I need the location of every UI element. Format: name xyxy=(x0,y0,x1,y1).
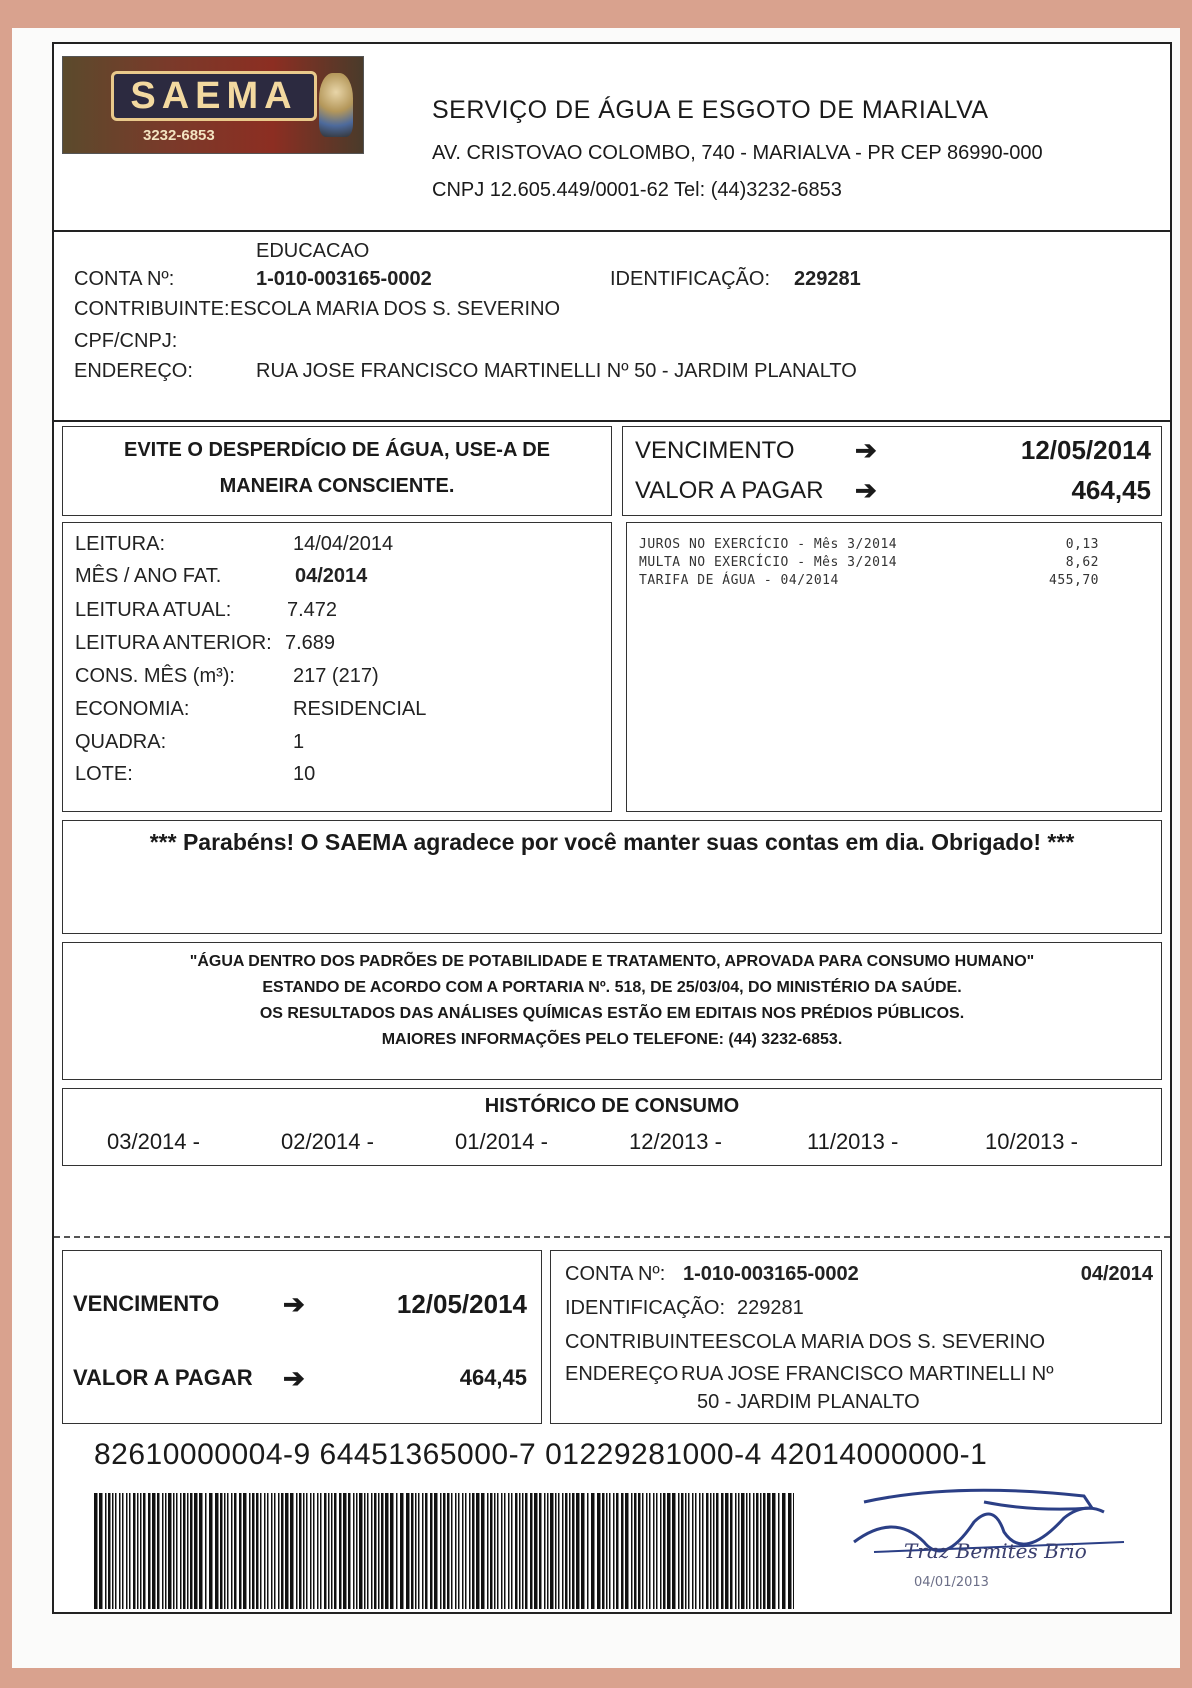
barcode-bar xyxy=(667,1493,671,1609)
barcode-bar xyxy=(634,1493,637,1609)
barcode-bar xyxy=(415,1493,417,1609)
barcode-bar xyxy=(778,1493,780,1609)
barcode-bar xyxy=(108,1493,111,1609)
header-divider xyxy=(54,230,1170,232)
barcode-bar xyxy=(94,1493,98,1609)
barcode-bar xyxy=(243,1493,247,1609)
barcode-bar xyxy=(625,1493,629,1609)
barcode-bar xyxy=(133,1493,136,1609)
barcode-bar xyxy=(767,1493,771,1609)
barcode-bar xyxy=(681,1493,684,1609)
barcode-bar xyxy=(504,1493,506,1609)
barcode-bar xyxy=(591,1493,595,1609)
barcode-bar xyxy=(264,1493,266,1609)
barcode-bar xyxy=(162,1493,164,1609)
barcode-bar xyxy=(508,1493,510,1609)
barcode-bar xyxy=(646,1493,648,1609)
charge-desc: TARIFA DE ÁGUA - 04/2014 xyxy=(639,573,839,588)
barcode-bar xyxy=(371,1493,373,1609)
notice-line-2: MANEIRA CONSCIENTE. xyxy=(219,475,455,497)
barcode-bar xyxy=(653,1493,655,1609)
stub-endereco-line-1: RUA JOSE FRANCISCO MARTINELLI Nº xyxy=(681,1363,1054,1385)
barcode-bar xyxy=(569,1493,571,1609)
vencimento-label: VENCIMENTO xyxy=(635,437,795,464)
leitura-anterior-value: 7.689 xyxy=(285,632,336,654)
barcode-bar xyxy=(678,1493,680,1609)
endereco-label: ENDEREÇO: xyxy=(74,360,193,382)
barcode-bar xyxy=(476,1493,480,1609)
barcode-bar xyxy=(267,1493,269,1609)
barcode-bar xyxy=(741,1493,745,1609)
barcode-bar xyxy=(753,1493,755,1609)
barcode-bar xyxy=(348,1493,351,1609)
barcode-bar xyxy=(187,1493,189,1609)
barcode-bar xyxy=(716,1493,719,1609)
barcode-bar xyxy=(581,1493,585,1609)
potability-line-2: ESTANDO DE ACORDO COM A PORTARIA Nº. 518, DE 25/03/04, DO MINISTÉRIO DA SAÚDE. xyxy=(262,979,962,996)
barcode-bar xyxy=(616,1493,619,1609)
barcode-bar xyxy=(396,1493,398,1609)
barcode-bar xyxy=(328,1493,330,1609)
barcode-bar xyxy=(299,1493,302,1609)
barcode-bar xyxy=(367,1493,369,1609)
arrow-right-icon: ➔ xyxy=(855,435,877,465)
logo-phone: 3232-6853 xyxy=(143,127,215,144)
history-item: 03/2014 - xyxy=(107,1129,200,1154)
barcode-bar xyxy=(205,1493,207,1609)
barcode-bar xyxy=(699,1493,701,1609)
barcode-bar xyxy=(339,1493,342,1609)
barcode-bar xyxy=(515,1493,518,1609)
consumption-history xyxy=(62,1088,1162,1166)
barcode-bar xyxy=(378,1493,380,1609)
barcode-bar xyxy=(310,1493,312,1609)
cpf-label: CPF/CNPJ: xyxy=(74,330,178,352)
barcode-bar xyxy=(183,1493,186,1609)
leitura-anterior-label: LEITURA ANTERIOR: xyxy=(75,632,272,654)
barcode-bar xyxy=(649,1493,651,1609)
barcode-bar xyxy=(425,1493,428,1609)
barcode-bar xyxy=(112,1493,114,1609)
barcode-bar xyxy=(180,1493,182,1609)
conservation-notice xyxy=(62,426,612,516)
barcode-bar xyxy=(105,1493,107,1609)
barcode-bar xyxy=(290,1493,294,1609)
endereco-value: RUA JOSE FRANCISCO MARTINELLI Nº 50 - JARDIM PLANALTO xyxy=(256,360,857,382)
history-item: 02/2014 - xyxy=(281,1129,374,1154)
consumo-label: CONS. MÊS (m³): xyxy=(75,665,235,687)
barcode-bar xyxy=(481,1493,485,1609)
economia-value: RESIDENCIAL xyxy=(293,698,427,720)
mes-label: MÊS / ANO FAT. xyxy=(75,565,222,587)
conta-label: CONTA Nº: xyxy=(74,268,175,290)
charge-desc: MULTA NO EXERCÍCIO - Mês 3/2014 xyxy=(639,555,898,570)
barcode-bar xyxy=(343,1493,347,1609)
barcode-bar xyxy=(227,1493,229,1609)
history-item: 01/2014 - xyxy=(455,1129,548,1154)
barcode-bar xyxy=(713,1493,715,1609)
barcode-bar xyxy=(638,1493,641,1609)
barcode-bar xyxy=(609,1493,611,1609)
barcode-bar xyxy=(793,1493,794,1609)
barcode-bar xyxy=(359,1493,363,1609)
saema-logo xyxy=(62,56,364,154)
charge-desc: JUROS NO EXERCÍCIO - Mês 3/2014 xyxy=(639,537,898,552)
barcode-bar xyxy=(663,1493,666,1609)
barcode-bar xyxy=(490,1493,493,1609)
barcode-bar xyxy=(642,1493,644,1609)
barcode-bar xyxy=(547,1493,549,1609)
barcode-bar xyxy=(157,1493,160,1609)
contribuinte-value: ESCOLA MARIA DOS S. SEVERINO xyxy=(230,298,561,320)
charge-value: 8,62 xyxy=(1065,555,1099,570)
potability-line-3: OS RESULTADOS DAS ANÁLISES QUÍMICAS ESTÃO EM EDITAIS NOS PRÉDIOS PÚBLICOS. xyxy=(259,1005,965,1022)
leitura-atual-label: LEITURA ATUAL: xyxy=(75,599,232,621)
barcode-bar xyxy=(215,1493,219,1609)
barcode-bar xyxy=(738,1493,740,1609)
stub-period: 04/2014 xyxy=(1080,1263,1153,1285)
leitura-value: 14/04/2014 xyxy=(293,533,394,555)
arrow-right-icon: ➔ xyxy=(855,475,877,505)
barcode-bar xyxy=(519,1493,521,1609)
barcode-bar xyxy=(749,1493,751,1609)
barcode-bar xyxy=(390,1493,394,1609)
due-summary xyxy=(622,426,1162,516)
barcode-bar xyxy=(152,1493,156,1609)
barcode-bar xyxy=(562,1493,564,1609)
company-cnpj-tel: CNPJ 12.605.449/0001-62 Tel: (44)3232-6853 xyxy=(432,179,842,201)
barcode-bar xyxy=(455,1493,457,1609)
barcode-bar xyxy=(140,1493,142,1609)
arrow-right-icon: ➔ xyxy=(283,1363,305,1393)
stub-account xyxy=(550,1250,1162,1424)
barcode-bar xyxy=(385,1493,389,1609)
barcode-bar xyxy=(231,1493,233,1609)
barcode-bar xyxy=(306,1493,308,1609)
barcode-bar xyxy=(234,1493,237,1609)
barcode-bar xyxy=(137,1493,139,1609)
barcode-bar xyxy=(735,1493,737,1609)
barcode-bar xyxy=(525,1493,528,1609)
charges-list xyxy=(626,522,1162,812)
identificacao-value: 229281 xyxy=(794,268,861,290)
barcode-bar xyxy=(702,1493,704,1609)
barcode-bar xyxy=(400,1493,404,1609)
barcode-bar xyxy=(606,1493,608,1609)
valor-value: 464,45 xyxy=(1071,475,1151,505)
barcode-bar xyxy=(320,1493,322,1609)
barcode-bar xyxy=(296,1493,298,1609)
barcode-bar xyxy=(725,1493,729,1609)
signature-date: 04/01/2013 xyxy=(914,1575,989,1590)
barcode-bar xyxy=(285,1493,289,1609)
barcode-bar xyxy=(209,1493,213,1609)
barcode-bar xyxy=(271,1493,273,1609)
barcode-bar xyxy=(534,1493,538,1609)
history-title: HISTÓRICO DE CONSUMO xyxy=(484,1095,740,1117)
barcode-bar xyxy=(550,1493,554,1609)
logo-wordmark: SAEMA xyxy=(111,71,317,121)
barcode-bar xyxy=(143,1493,146,1609)
barcode-bar xyxy=(129,1493,131,1609)
barcode-bar xyxy=(126,1493,128,1609)
barcode-bar xyxy=(692,1493,694,1609)
stub-vencimento-label: VENCIMENTO xyxy=(73,1291,220,1316)
barcode-bar xyxy=(746,1493,748,1609)
barcode-bar xyxy=(587,1493,589,1609)
barcode-bar xyxy=(472,1493,475,1609)
barcode-bar xyxy=(656,1493,658,1609)
barcode-bar xyxy=(356,1493,358,1609)
potability-notice xyxy=(62,942,1162,1080)
barcode-bar xyxy=(313,1493,315,1609)
barcode-bar xyxy=(522,1493,524,1609)
barcode-bar xyxy=(782,1493,786,1609)
notice-line-1: EVITE O DESPERDÍCIO DE ÁGUA, USE-A DE xyxy=(124,439,550,461)
barcode-bar xyxy=(324,1493,327,1609)
contribuinte-label: CONTRIBUINTE: xyxy=(74,298,230,320)
barcode-bar xyxy=(572,1493,575,1609)
conta-value: 1-010-003165-0002 xyxy=(256,268,432,290)
barcode-bar xyxy=(487,1493,489,1609)
thanks-message-box xyxy=(62,820,1162,934)
barcode-bar xyxy=(602,1493,605,1609)
barcode-bar xyxy=(462,1493,464,1609)
barcode-bar xyxy=(353,1493,355,1609)
barcode-bar xyxy=(224,1493,226,1609)
barcode-bar xyxy=(530,1493,533,1609)
barcode-bar xyxy=(434,1493,438,1609)
company-title: SERVIÇO DE ÁGUA E ESGOTO DE MARIALVA xyxy=(432,96,989,124)
barcode-bar xyxy=(763,1493,766,1609)
barcode-bar xyxy=(381,1493,384,1609)
barcode-bar xyxy=(443,1493,446,1609)
stub-valor-label: VALOR A PAGAR xyxy=(73,1365,253,1390)
barcode-bar xyxy=(688,1493,690,1609)
barcode-bar xyxy=(406,1493,410,1609)
vencimento-value: 12/05/2014 xyxy=(1020,435,1151,465)
charge-value: 455,70 xyxy=(1049,573,1099,588)
barcode-bar xyxy=(411,1493,414,1609)
barcode-bar xyxy=(631,1493,633,1609)
barcode-bar xyxy=(576,1493,580,1609)
barcode-bar xyxy=(165,1493,167,1609)
potability-line-1: "ÁGUA DENTRO DOS PADRÕES DE POTABILIDADE E TRATAMENTO, APROVADA PARA CONSUMO HUMANO" xyxy=(189,953,1035,970)
barcode-bar xyxy=(430,1493,433,1609)
barcode-bar xyxy=(672,1493,676,1609)
stub-vencimento-value: 12/05/2014 xyxy=(396,1289,527,1319)
barcode-bar xyxy=(199,1493,203,1609)
barcode-bar xyxy=(364,1493,366,1609)
stub-identificacao-value: 229281 xyxy=(737,1297,804,1319)
lote-value: 10 xyxy=(293,763,316,785)
barcode-bar xyxy=(555,1493,557,1609)
stub-contribuinte-label: CONTRIBUINTE: xyxy=(565,1331,721,1353)
tear-line xyxy=(54,1236,1170,1238)
stub-endereco-line-2: 50 - JARDIM PLANALTO xyxy=(697,1391,920,1413)
barcode xyxy=(94,1493,794,1609)
account-category: EDUCACAO xyxy=(256,240,370,262)
barcode-bar xyxy=(278,1493,280,1609)
barcode-bar xyxy=(469,1493,471,1609)
barcode-bar xyxy=(260,1493,262,1609)
barcode-bar xyxy=(194,1493,198,1609)
stub-due xyxy=(62,1250,542,1424)
barcode-bar xyxy=(249,1493,251,1609)
barcode-bar xyxy=(497,1493,499,1609)
company-address: AV. CRISTOVAO COLOMBO, 740 - MARIALVA - PR CEP 86990-000 xyxy=(432,142,1043,164)
barcode-bar xyxy=(331,1493,333,1609)
barcode-bar xyxy=(447,1493,450,1609)
barcode-bar xyxy=(621,1493,624,1609)
emblem-icon xyxy=(319,73,353,137)
barcode-bar xyxy=(115,1493,117,1609)
barcode-bar xyxy=(190,1493,193,1609)
barcode-bar xyxy=(220,1493,223,1609)
barcode-bar xyxy=(465,1493,467,1609)
barcode-bar xyxy=(695,1493,697,1609)
quadra-value: 1 xyxy=(293,731,305,753)
barcode-bar xyxy=(788,1493,792,1609)
barcode-bar xyxy=(660,1493,662,1609)
barcode-bar xyxy=(148,1493,151,1609)
barcode-bar xyxy=(539,1493,542,1609)
account-divider xyxy=(54,420,1170,422)
barcode-bar xyxy=(558,1493,560,1609)
reading-details xyxy=(62,522,612,812)
barcode-bar xyxy=(176,1493,178,1609)
barcode-bar xyxy=(597,1493,601,1609)
arrow-right-icon: ➔ xyxy=(283,1289,305,1319)
barcode-bar xyxy=(772,1493,776,1609)
barcode-bar xyxy=(501,1493,503,1609)
barcode-bar xyxy=(760,1493,762,1609)
thanks-message: *** Parabéns! O SAEMA agradece por você manter suas contas em dia. Obrigado! *** xyxy=(149,829,1075,855)
barcode-bar xyxy=(168,1493,172,1609)
barcode-bar xyxy=(685,1493,687,1609)
potability-line-4: MAIORES INFORMAÇÕES PELO TELEFONE: (44) 3232-6853. xyxy=(381,1031,843,1048)
barcode-bar xyxy=(494,1493,496,1609)
quadra-label: QUADRA: xyxy=(75,731,167,753)
economia-label: ECONOMIA: xyxy=(75,698,190,720)
barcode-bar xyxy=(721,1493,724,1609)
identificacao-label: IDENTIFICAÇÃO: xyxy=(610,268,771,290)
signature-stamp xyxy=(834,1472,1134,1612)
barcode-bar xyxy=(710,1493,712,1609)
history-item: 11/2013 - xyxy=(807,1129,899,1154)
barcode-bar xyxy=(317,1493,319,1609)
valor-label: VALOR A PAGAR xyxy=(635,477,824,504)
barcode-bar xyxy=(440,1493,442,1609)
bill-frame xyxy=(52,42,1172,1614)
barcode-bar xyxy=(374,1493,377,1609)
stub-endereco-label: ENDEREÇO xyxy=(565,1363,679,1385)
consumo-value: 217 (217) xyxy=(293,665,379,687)
stub-valor-value: 464,45 xyxy=(459,1365,527,1390)
barcode-bar xyxy=(511,1493,513,1609)
barcode-bar xyxy=(458,1493,460,1609)
barcode-bar xyxy=(422,1493,424,1609)
barcode-bar xyxy=(239,1493,242,1609)
lote-label: LOTE: xyxy=(75,763,133,785)
stub-identificacao-label: IDENTIFICAÇÃO: xyxy=(565,1297,726,1319)
barcode-bar xyxy=(756,1493,759,1609)
barcode-bar xyxy=(99,1493,103,1609)
barcode-bar xyxy=(281,1493,284,1609)
barcode-bar xyxy=(451,1493,453,1609)
leitura-label: LEITURA: xyxy=(75,533,166,555)
barcode-bar xyxy=(119,1493,121,1609)
stub-contribuinte-value: ESCOLA MARIA DOS S. SEVERINO xyxy=(715,1331,1046,1353)
barcode-bar xyxy=(334,1493,337,1609)
mes-value: 04/2014 xyxy=(295,565,368,587)
barcode-bar xyxy=(565,1493,568,1609)
stub-conta-label: CONTA Nº: xyxy=(565,1263,666,1285)
history-item: 10/2013 - xyxy=(985,1129,1078,1154)
stub-conta-value: 1-010-003165-0002 xyxy=(683,1263,859,1285)
barcode-bar xyxy=(256,1493,259,1609)
barcode-bar xyxy=(418,1493,420,1609)
charge-value: 0,13 xyxy=(1065,537,1099,552)
barcode-bar xyxy=(613,1493,615,1609)
history-item: 12/2013 - xyxy=(629,1129,722,1154)
barcode-digits: 82610000004-9 64451365000-7 01229281000-4 42014000000-1 xyxy=(94,1438,988,1471)
barcode-bar xyxy=(173,1493,175,1609)
barcode-bar xyxy=(303,1493,305,1609)
leitura-atual-value: 7.472 xyxy=(287,599,338,621)
barcode-bar xyxy=(252,1493,255,1609)
barcode-bar xyxy=(122,1493,124,1609)
barcode-bar xyxy=(730,1493,733,1609)
barcode-bar xyxy=(274,1493,276,1609)
barcode-bar xyxy=(706,1493,709,1609)
signature-name: Traz Bemites Brio xyxy=(904,1539,1087,1563)
barcode-bar xyxy=(544,1493,546,1609)
